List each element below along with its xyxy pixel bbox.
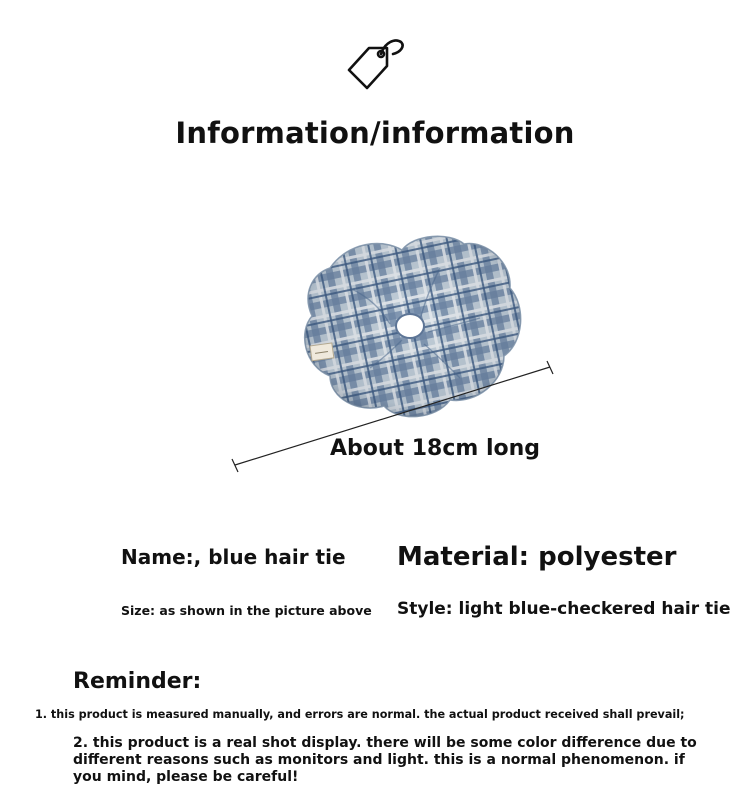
- measurement-label: About 18cm long: [330, 436, 541, 461]
- reminder-heading: Reminder:: [73, 669, 202, 694]
- reminder-item-2: 2. this product is a real shot display. there will be some color difference due to different reasons such as monitors and light. this is a normal phenomenon. if you mind, please be careful!: [73, 735, 697, 785]
- reminder-item-1: 1. this product is measured manually, and errors are normal. the actual product received shall prevail;: [35, 708, 685, 721]
- price-tag-icon: [345, 36, 407, 94]
- spec-style: Style: light blue-checkered hair tie: [397, 599, 731, 619]
- spec-size: Size: as shown in the picture above: [121, 603, 372, 618]
- spec-material: Material: polyester: [397, 542, 677, 572]
- page-title: Information/information: [175, 116, 575, 150]
- spec-name: Name:, blue hair tie: [121, 545, 346, 569]
